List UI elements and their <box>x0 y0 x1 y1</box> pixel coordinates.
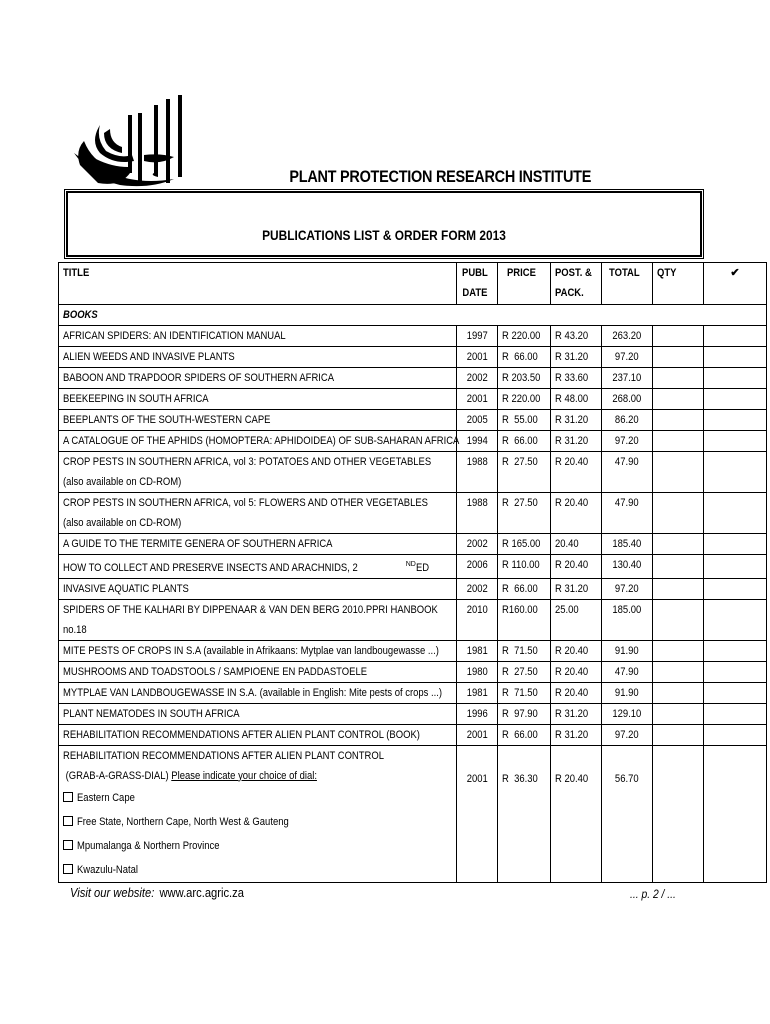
qty-input-cell[interactable] <box>653 724 704 745</box>
cell-post: R 20.40 <box>551 682 602 703</box>
table-row <box>59 661 767 682</box>
cell-date: 2005 <box>457 410 498 431</box>
row-title: MUSHROOMS AND TOADSTOOLS / SAMPIOENE EN PADDASTOELE <box>63 665 368 678</box>
row-title-note: no.18 <box>63 623 87 636</box>
institute-name: PLANT PROTECTION RESEARCH INSTITUTE <box>289 167 592 186</box>
table-row <box>59 578 767 599</box>
qty-input-cell[interactable] <box>653 682 704 703</box>
visit-label: Visit our website: <box>70 885 155 900</box>
cell-price: R 71.50 <box>498 682 551 703</box>
dial-option[interactable]: Kwazulu-Natal <box>63 858 452 882</box>
cell-title <box>59 745 457 882</box>
cell-date: 2002 <box>457 534 498 555</box>
cell-title <box>59 578 457 599</box>
table-row <box>59 599 767 640</box>
form-title-box <box>66 191 702 257</box>
row-title: HOW TO COLLECT AND PRESERVE INSECTS AND ARACHNIDS, 2 <box>63 561 358 574</box>
cell-price: R 71.50 <box>498 640 551 661</box>
cell-price: R 165.00 <box>498 534 551 555</box>
cell-title <box>59 389 457 410</box>
cell-title <box>59 599 457 640</box>
cell-post: R 31.20 <box>551 410 602 431</box>
cell-date: 1994 <box>457 431 498 452</box>
dial-option[interactable]: Free State, Northern Cape, North West & Gauteng <box>63 810 452 834</box>
select-check-cell[interactable] <box>704 745 767 882</box>
select-check-cell[interactable] <box>704 534 767 555</box>
cell-date: 1988 <box>457 493 498 534</box>
row-title: MITE PESTS OF CROPS IN S.A (available in Afrikaans: Mytplae van landbougewasse ...) <box>63 644 439 657</box>
cell-post: R 43.20 <box>551 326 602 347</box>
cell-post: R 48.00 <box>551 389 602 410</box>
select-check-cell[interactable] <box>704 578 767 599</box>
select-check-cell[interactable] <box>704 599 767 640</box>
cell-total: 263.20 <box>602 326 653 347</box>
cell-price: R 36.30 <box>498 745 551 882</box>
row-title: A GUIDE TO THE TERMITE GENERA OF SOUTHERN AFRICA <box>63 538 333 550</box>
cell-date: 2001 <box>457 347 498 368</box>
dial-instruction: Please indicate your choice of dial: <box>171 769 317 782</box>
row-title-note: (also available on CD-ROM) <box>63 517 182 529</box>
qty-input-cell[interactable] <box>653 640 704 661</box>
row-title: MYTPLAE VAN LANDBOUGEWASSE IN S.A. (available in English: Mite pests of crops ...) <box>63 686 443 699</box>
select-check-cell[interactable] <box>704 493 767 534</box>
cell-date: 1996 <box>457 703 498 724</box>
table-row <box>59 493 767 534</box>
qty-input-cell[interactable] <box>653 534 704 555</box>
header-qty: QTY <box>653 263 704 305</box>
row-title: SPIDERS OF THE KALHARI BY DIPPENAAR & VAN DEN BERG 2010.PPRI HANBOOK <box>63 603 438 616</box>
dial-option[interactable]: Mpumalanga & Northern Province <box>63 834 452 858</box>
qty-input-cell[interactable] <box>653 661 704 682</box>
select-check-cell[interactable] <box>704 640 767 661</box>
cell-title <box>59 368 457 389</box>
cell-total: 86.20 <box>602 410 653 431</box>
cell-total: 97.20 <box>602 347 653 368</box>
table-row <box>59 368 767 389</box>
qty-input-cell[interactable] <box>653 326 704 347</box>
qty-input-cell[interactable] <box>653 493 704 534</box>
select-check-cell[interactable] <box>704 431 767 452</box>
row-title: PLANT NEMATODES IN SOUTH AFRICA <box>63 707 240 720</box>
row-title-note: (GRAB-A-GRASS-DIAL) Please indicate your choice of dial: <box>63 769 317 782</box>
select-check-cell[interactable] <box>704 410 767 431</box>
table-row <box>59 724 767 745</box>
cell-price: R 220.00 <box>498 389 551 410</box>
qty-input-cell[interactable] <box>653 703 704 724</box>
table-row <box>59 452 767 493</box>
cell-total: 130.40 <box>602 555 653 579</box>
table-row <box>59 640 767 661</box>
cell-title <box>59 640 457 661</box>
row-title: BABOON AND TRAPDOOR SPIDERS OF SOUTHERN AFRICA <box>63 372 335 384</box>
cell-total: 47.90 <box>602 661 653 682</box>
cell-title <box>59 493 457 534</box>
cell-total: 185.40 <box>602 534 653 555</box>
cell-date: 1981 <box>457 640 498 661</box>
cell-price: R 110.00 <box>498 555 551 579</box>
table-row <box>59 555 767 579</box>
website-footer <box>70 885 244 900</box>
cell-price: R 66.00 <box>498 578 551 599</box>
cell-post: 20.40 <box>551 534 602 555</box>
table-row <box>59 682 767 703</box>
website-link[interactable]: www.arc.agric.za <box>159 885 244 900</box>
table-row <box>59 347 767 368</box>
publications-table <box>58 262 767 883</box>
checkbox-icon[interactable] <box>63 864 73 874</box>
select-check-cell[interactable] <box>704 682 767 703</box>
cell-price: R 27.50 <box>498 493 551 534</box>
cell-total: 56.70 <box>602 745 653 882</box>
dial-option[interactable]: Eastern Cape <box>63 786 452 810</box>
qty-input-cell[interactable] <box>653 578 704 599</box>
cell-date: 2002 <box>457 578 498 599</box>
cell-price: R 66.00 <box>498 431 551 452</box>
cell-price: R 27.50 <box>498 661 551 682</box>
row-title: A CATALOGUE OF THE APHIDS (HOMOPTERA: APHIDOIDEA) OF SUB-SAHARAN AFRICA <box>63 435 460 447</box>
header-total: TOTAL <box>602 263 653 305</box>
cell-title <box>59 452 457 493</box>
cell-post: R 20.40 <box>551 661 602 682</box>
select-check-cell[interactable] <box>704 703 767 724</box>
cell-total: 47.90 <box>602 452 653 493</box>
row-title-sup: ND <box>405 561 416 568</box>
section-label: BOOKS <box>59 305 767 326</box>
cell-price: R 27.50 <box>498 452 551 493</box>
cell-post: R 33.60 <box>551 368 602 389</box>
cell-date: 2006 <box>457 555 498 579</box>
cell-date: 2002 <box>457 368 498 389</box>
cell-total: 97.20 <box>602 724 653 745</box>
header-price: PRICE <box>498 263 551 305</box>
cell-total: 97.20 <box>602 431 653 452</box>
cell-price: R 220.00 <box>498 326 551 347</box>
cell-title <box>59 724 457 745</box>
qty-input-cell[interactable] <box>653 410 704 431</box>
table-header-row <box>59 263 767 305</box>
checkbox-icon[interactable] <box>63 792 73 802</box>
cell-title <box>59 703 457 724</box>
cell-title <box>59 410 457 431</box>
table-row <box>59 431 767 452</box>
row-title-note: (also available on CD-ROM) <box>63 476 182 488</box>
qty-input-cell[interactable] <box>653 555 704 579</box>
cell-date: 2001 <box>457 745 498 882</box>
cell-price: R 203.50 <box>498 368 551 389</box>
table-row <box>59 326 767 347</box>
row-title: ALIEN WEEDS AND INVASIVE PLANTS <box>63 351 235 363</box>
cell-title <box>59 347 457 368</box>
cell-post: 25.00 <box>551 599 602 640</box>
cell-price: R 66.00 <box>498 724 551 745</box>
form-title: PUBLICATIONS LIST & ORDER FORM 2013 <box>262 227 506 243</box>
qty-input-cell[interactable] <box>653 389 704 410</box>
qty-input-cell[interactable] <box>653 452 704 493</box>
cell-price: R 55.00 <box>498 410 551 431</box>
cell-total: 97.20 <box>602 578 653 599</box>
row-title: BEEPLANTS OF THE SOUTH-WESTERN CAPE <box>63 414 271 426</box>
cell-total: 47.90 <box>602 493 653 534</box>
cell-total: 91.90 <box>602 682 653 703</box>
select-check-cell[interactable] <box>704 368 767 389</box>
table-row <box>59 389 767 410</box>
select-check-cell[interactable] <box>704 389 767 410</box>
cell-title <box>59 534 457 555</box>
cell-title <box>59 682 457 703</box>
qty-input-cell[interactable] <box>653 745 704 882</box>
cell-total: 237.10 <box>602 368 653 389</box>
qty-input-cell[interactable] <box>653 431 704 452</box>
header-post-pack: POST. & PACK. <box>551 263 602 305</box>
select-check-cell[interactable] <box>704 347 767 368</box>
table-row <box>59 534 767 555</box>
row-title: REHABILITATION RECOMMENDATIONS AFTER ALIEN PLANT CONTROL (BOOK) <box>63 728 420 741</box>
cell-title <box>59 326 457 347</box>
qty-input-cell[interactable] <box>653 347 704 368</box>
cell-post: R 20.40 <box>551 745 602 882</box>
row-title: CROP PESTS IN SOUTHERN AFRICA, vol 5: FLOWERS AND OTHER VEGETABLES <box>63 497 428 509</box>
cell-post: R 20.40 <box>551 452 602 493</box>
select-check-cell[interactable] <box>704 326 767 347</box>
cell-title <box>59 555 457 579</box>
row-title: REHABILITATION RECOMMENDATIONS AFTER ALIEN PLANT CONTROL <box>63 749 384 762</box>
row-title: BEEKEEPING IN SOUTH AFRICA <box>63 393 209 405</box>
select-check-cell[interactable] <box>704 661 767 682</box>
cell-date: 2001 <box>457 724 498 745</box>
cell-title <box>59 431 460 452</box>
row-title-end: ED <box>415 561 429 574</box>
cell-date: 2010 <box>457 599 498 640</box>
select-check-cell[interactable] <box>704 452 767 493</box>
cell-date: 1988 <box>457 452 498 493</box>
section-row-books <box>59 305 767 326</box>
cell-date: 1980 <box>457 661 498 682</box>
table-row-dial <box>59 745 767 882</box>
cell-price: R 66.00 <box>498 347 551 368</box>
cell-date: 1981 <box>457 682 498 703</box>
header-check: ✔ <box>704 263 767 305</box>
table-row <box>59 410 767 431</box>
cell-post: R 31.20 <box>551 347 602 368</box>
checkbox-icon[interactable] <box>63 840 73 850</box>
cell-price: R160.00 <box>498 599 551 640</box>
select-check-cell[interactable] <box>704 724 767 745</box>
cell-post: R 31.20 <box>551 431 602 452</box>
cell-total: 185.00 <box>602 599 653 640</box>
checkbox-icon[interactable] <box>63 816 73 826</box>
cell-total: 91.90 <box>602 640 653 661</box>
cell-date: 1997 <box>457 326 498 347</box>
qty-input-cell[interactable] <box>653 368 704 389</box>
cell-total: 268.00 <box>602 389 653 410</box>
row-title: AFRICAN SPIDERS: AN IDENTIFICATION MANUAL <box>63 330 286 342</box>
cell-date: 2001 <box>457 389 498 410</box>
cell-post: R 20.40 <box>551 640 602 661</box>
header-publ-date: PUBL DATE <box>457 263 498 305</box>
cell-post: R 31.20 <box>551 724 602 745</box>
cell-total: 129.10 <box>602 703 653 724</box>
row-title: CROP PESTS IN SOUTHERN AFRICA, vol 3: POTATOES AND OTHER VEGETABLES <box>63 456 432 468</box>
qty-input-cell[interactable] <box>653 599 704 640</box>
cell-post: R 20.40 <box>551 555 602 579</box>
table-row <box>59 703 767 724</box>
header-title: TITLE <box>59 263 457 305</box>
cell-post: R 31.20 <box>551 578 602 599</box>
page-indicator: ... p. 2 / ... <box>630 887 676 901</box>
cell-post: R 31.20 <box>551 703 602 724</box>
cell-price: R 97.90 <box>498 703 551 724</box>
cell-title <box>59 661 457 682</box>
row-title: INVASIVE AQUATIC PLANTS <box>63 582 189 595</box>
cell-post: R 20.40 <box>551 493 602 534</box>
select-check-cell[interactable] <box>704 555 767 579</box>
